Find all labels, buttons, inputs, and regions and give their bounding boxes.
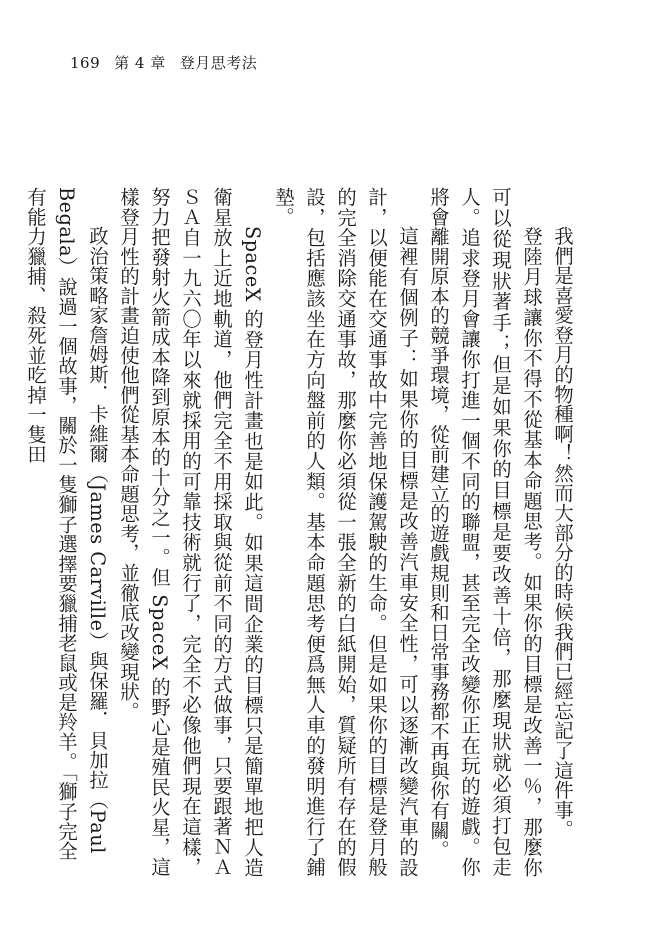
paragraph: 我們是喜愛登月的物種啊！然而大部分的時候我們已經忘記了這件事。 [551, 225, 574, 840]
paragraph: SpaceX 的登月性計畫也是如此。如果這間企業的目標只是簡單地把人造衛星放上近地軌道，他們完全不用採取與從前不同的方式做事，只要跟著ＮＡＳＡ自一九六〇年以來就採用的可靠技術就行了，完全不必像他們現在這樣，努力把發射火箭成本降到原本的十分之一。但 SpaceX 的野心是殖民火星，這樣登月性的計畫迫使他們從基本命題思考，並徹底改變現狀。 [117, 187, 264, 877]
chapter-title: 登月思考法 [179, 54, 258, 72]
paragraph: 登陸月球讓你不得不從基本命題思考。如果你的目標是改善一％，那麼你可以從現狀著手；但是如果你的目標是要改善十倍，那麼現狀就必須打包走人。追求登月會讓你打進一個不同的聯盟，甚至完全改變你正在玩的遊戲。你將會離開原本的競爭環境，從前建立的遊戲規則和日常事務都不再與你有關。 [427, 187, 543, 877]
page-number: 169 [70, 54, 101, 72]
paragraph: 政治策略家詹姆斯．卡維爾（James Carville）與保羅．貝加拉（Paul Begala）說過一個故事，關於一隻獅子選擇要獵捕老鼠或是羚羊。「獅子完全有能力獵捕、殺死並吃掉一隻田 [24, 187, 109, 861]
vertical-body-text [20, 187, 578, 877]
paragraph: 這裡有個例子：如果你的目標是改善汽車安全性，可以逐漸改變汽車的設計，以便能在交通事故中完善地保護駕駛的生命。但是如果你的目標是登月般的完全消除交通事故，那麼你必須從一張全新的白紙開始，質疑所有存在的假設，包括應該坐在方向盤前的人類。基本命題思考便爲無人車的發明進行了鋪墊。 [272, 187, 419, 877]
chapter-label: 第 4 章 [114, 54, 166, 72]
running-head [70, 52, 257, 73]
